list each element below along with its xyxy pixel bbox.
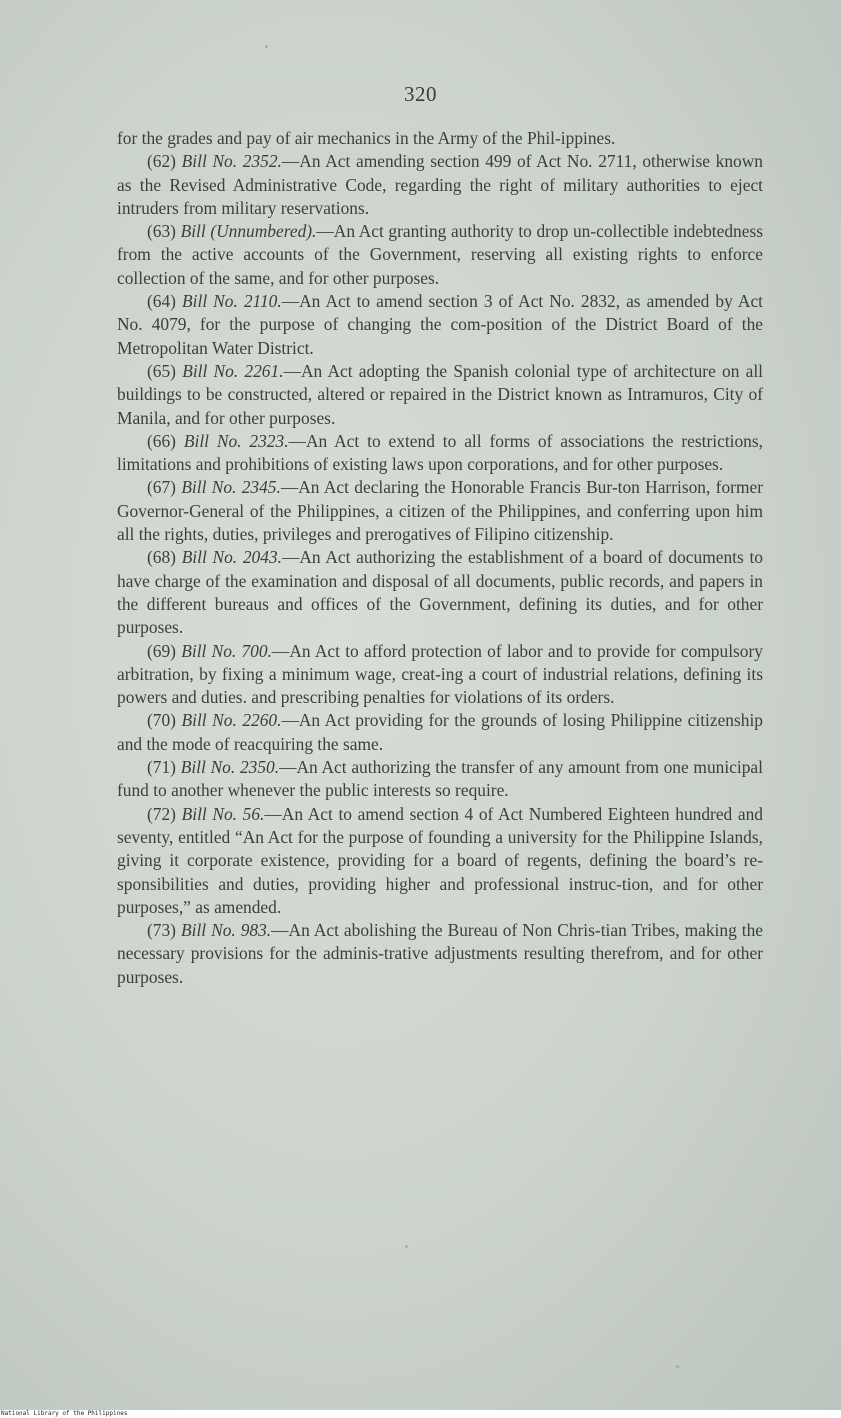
bill-entry [117,640,763,710]
bill-entry [117,803,763,919]
bill-reference: Bill No. 2345. [181,477,281,498]
bill-entry [117,150,763,220]
entry-text: —An Act to afford protection of labor and to provide for compulsory arbitration, by fixing a minimum wage, creat-ing a court of industrial relations, defining its powers and duties. and prescribing penalties for violations of its orders. [117,640,763,708]
entry-number: (62) [147,151,176,172]
bill-entry [117,360,763,430]
entry-number: (73) [147,920,176,941]
bill-reference: Bill No. 2352. [181,151,282,172]
bill-reference: Bill (Unnumbered). [180,221,317,242]
bill-reference: Bill No. 2043. [181,547,282,568]
document-body [117,127,763,989]
entry-number: (72) [147,803,176,824]
entry-text: —An Act authorizing the transfer of any amount from one municipal fund to another whenever the public interests so require. [117,757,763,801]
entry-text: —An Act to amend section 3 of Act No. 2832, as amended by Act No. 4079, for the purpose of changing the com-position of the District Board of the Metropolitan Water District. [117,291,763,358]
bill-entry [117,290,763,360]
entry-text: —An Act providing for the grounds of losing Philippine citizenship and the mode of reacquiring the same. [117,710,763,754]
entry-number: (71) [147,757,176,778]
entry-number: (69) [147,640,176,661]
entry-number: (64) [147,291,176,312]
bill-reference: Bill No. 2261. [182,360,284,381]
entry-text: —An Act declaring the Honorable Francis Bur-ton Harrison, former Governor-General of the Philippines, a citizen of the Philippines, and conferring upon him all the rights, duties, privileges and prerogatives of Filipino citizenship. [117,477,763,545]
bill-entry [117,919,763,989]
paper-speck [676,1365,679,1368]
bill-reference: Bill No. 2323. [183,430,289,451]
bill-entry [117,430,763,477]
entry-text: —An Act amending section 499 of Act No. 2711, otherwise known as the Revised Administrative Code, regarding the right of military authorities to eject intruders from military reservations. [117,151,763,218]
bill-entry [117,220,763,290]
entry-text: —An Act granting authority to drop un-collectible indebtedness from the active accounts of the Government, reserving all existing rights to enforce collection of the same, and for other purposes. [117,221,763,288]
bill-reference: Bill No. 700. [181,640,272,661]
entry-text: —An Act adopting the Spanish colonial type of architecture on all buildings to be constructed, altered or repaired in the District known as Intramuros, City of Manila, and for other purposes. [117,360,763,428]
page-number: 320 [404,82,437,106]
bill-entry [117,476,763,546]
entry-text: —An Act authorizing the establishment of a board of documents to have charge of the examination and disposal of all documents, public records, and papers in the different bureaus and offices of the Government, defining its duties, and for other purposes. [117,547,763,638]
entry-number: (66) [147,430,176,451]
entry-number: (67) [147,477,176,498]
bill-entry [117,546,763,639]
library-watermark: National Library of the Philippines [0,1410,841,1418]
bill-reference: Bill No. 2260. [181,710,282,731]
entry-text: —An Act abolishing the Bureau of Non Chris-tian Tribes, making the necessary provisions for the adminis-trative adjustments resulting therefrom, and for other purposes. [117,920,763,987]
bill-reference: Bill No. 56. [181,803,265,824]
paper-speck [405,1245,408,1248]
bill-reference: Bill No. 2350. [180,757,280,778]
entry-number: (63) [147,221,176,242]
bill-entry [117,709,763,756]
entry-text: —An Act to amend section 4 of Act Numbered Eighteen hundred and seventy, entitled “An Act for the purpose of founding a university for the Philippine Islands, giving it corporate existence, providing for a board of regents, defining the board’s re-sponsibilities and duties, providing higher and professional instruc-tion, and for other purposes,” as amended. [117,803,763,917]
entry-number: (68) [147,547,176,568]
entry-number: (70) [147,710,176,731]
continuation-paragraph: for the grades and pay of air mechanics in the Army of the Phil-ippines. [117,128,616,148]
bill-entry [117,756,763,803]
entry-number: (65) [147,360,176,381]
bill-reference: Bill No. 2110. [182,291,282,312]
paper-speck [265,45,268,48]
entry-text: —An Act to extend to all forms of associations the restrictions, limitations and prohibitions of existing laws upon corporations, and for other purposes. [117,430,763,475]
bill-reference: Bill No. 983. [180,920,272,941]
